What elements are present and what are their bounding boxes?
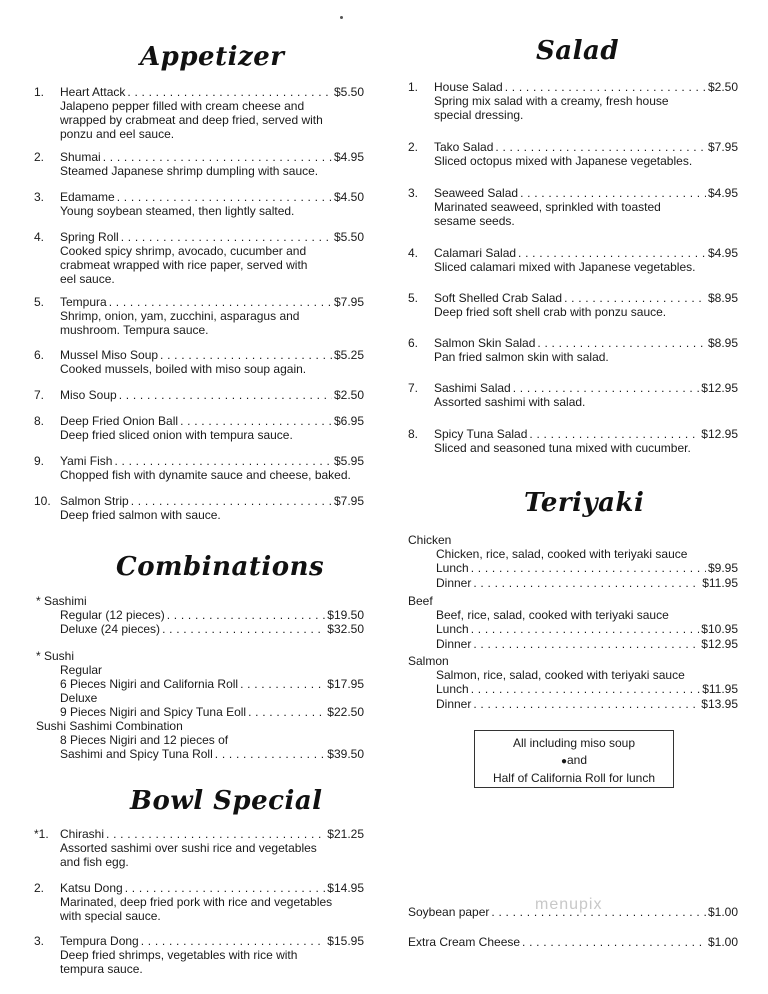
item-line [34, 85, 364, 99]
lunch-label: Lunch [436, 682, 469, 696]
item-price: $12.95 [701, 427, 738, 441]
item-line [34, 881, 364, 895]
includes-note [474, 730, 674, 788]
stray-mark [340, 16, 343, 19]
item-name: Spicy Tuna Salad [434, 427, 528, 441]
dot-leader [117, 190, 332, 204]
item-name: House Salad [434, 80, 503, 94]
dot-leader [537, 336, 706, 350]
dot-leader [518, 246, 706, 260]
item-price: $12.95 [701, 637, 738, 651]
item-line [34, 934, 364, 948]
menu-item-appetizer [34, 494, 364, 522]
item-description: sesame seeds. [434, 214, 515, 228]
item-price: $5.50 [333, 85, 364, 99]
menu-item-salad [408, 140, 738, 168]
teriyaki-dinner-row [408, 576, 738, 590]
menu-item-appetizer [34, 190, 364, 218]
item-price: $4.95 [707, 186, 738, 200]
dot-leader [471, 682, 700, 696]
item-number: 6. [408, 336, 419, 350]
menu-item-appetizer [34, 414, 364, 442]
item-description: mushroom. Tempura sauce. [60, 323, 209, 337]
bowl-special-heading: Bowl Special [130, 786, 323, 816]
dot-leader [529, 427, 699, 441]
item-price: $14.95 [327, 881, 364, 895]
sashimi-label: * Sashimi [36, 594, 87, 608]
item-description: and fish egg. [60, 855, 129, 869]
item-description: special dressing. [434, 108, 524, 122]
item-line [34, 348, 364, 362]
combo-line1: 8 Pieces Nigiri and 12 pieces of [60, 733, 229, 747]
combo-label: Sushi Sashimi Combination [36, 719, 183, 733]
menu-item-sushi-sashimi-combo: Sashimi and Spicy Tuna Roll . . . $39.50 [34, 747, 364, 761]
item-name: Seaweed Salad [434, 186, 519, 200]
item-number: 10. [34, 494, 51, 508]
dot-leader [513, 381, 700, 395]
teriyaki-lunch-row [408, 561, 738, 575]
item-number: 6. [34, 348, 45, 362]
menu-item-appetizer [34, 85, 364, 141]
item-price: $12.95 [701, 381, 738, 395]
dot-leader [505, 80, 706, 94]
item-line [34, 388, 364, 402]
item-number: 8. [34, 414, 45, 428]
menu-item-salad [408, 336, 738, 364]
item-description: Deep fried sliced onion with tempura sauce. [60, 428, 293, 442]
item-line [34, 494, 364, 508]
item-number: 8. [408, 427, 419, 441]
item-price: $4.95 [333, 150, 364, 164]
dot-leader [160, 348, 332, 362]
teriyaki-lunch-row [408, 682, 738, 696]
item-number: 3. [34, 934, 45, 948]
item-price: $9.95 [707, 561, 738, 575]
menu-item-sashimi-deluxe: Deluxe (24 pieces) . . . $32.50 [34, 622, 364, 636]
item-number: 2. [34, 881, 45, 895]
item-description: Cooked spicy shrimp, avocado, cucumber and [60, 244, 307, 258]
menu-item-sushi-deluxe: 9 Pieces Nigiri and Spicy Tuna Eoll . . . $22.50 [34, 705, 364, 719]
item-price: $1.00 [707, 905, 738, 919]
item-price: $5.50 [333, 230, 364, 244]
menu-item-salad [408, 427, 738, 455]
sushi-deluxe-label: Deluxe [60, 691, 98, 705]
menu-item-salad [408, 246, 738, 274]
menu-item-extra [408, 935, 738, 949]
item-name: Heart Attack [60, 85, 126, 99]
item-description: Assorted sashimi over sushi rice and vegetables [60, 841, 317, 855]
item-price: $13.95 [701, 697, 738, 711]
item-price: $11.95 [702, 682, 738, 696]
teriyaki-dinner-row [408, 697, 738, 711]
item-description: Sliced calamari mixed with Japanese vegetables. [434, 260, 696, 274]
teriyaki-description: Salmon, rice, salad, cooked with teriyaki sauce [436, 668, 685, 682]
item-description: Deep fried soft shell crab with ponzu sauce. [434, 305, 667, 319]
dinner-label: Dinner [436, 637, 472, 651]
menu-item-bowl [34, 881, 364, 923]
dot-leader [119, 388, 332, 402]
item-line [408, 622, 738, 636]
item-price: $21.25 [327, 827, 364, 841]
item-number: 3. [408, 186, 419, 200]
item-description: Marinated, deep fried pork with rice and vegetables [60, 895, 333, 909]
menu-item-appetizer [34, 150, 364, 178]
item-name: Extra Cream Cheese [408, 935, 521, 949]
menu-item-sashimi-regular: Regular (12 pieces) . . . $19.50 [34, 608, 364, 622]
item-line [34, 827, 364, 841]
sushi-label: * Sushi [36, 649, 75, 663]
item-name: Mussel Miso Soup [60, 348, 159, 362]
item-number: 4. [34, 230, 45, 244]
item-description: with special sauce. [60, 909, 161, 923]
menu-item-appetizer [34, 454, 364, 482]
item-line [408, 637, 738, 651]
dot-leader [125, 881, 326, 895]
lunch-label: Lunch [436, 561, 469, 575]
item-description: Assorted sashimi with salad. [434, 395, 586, 409]
teriyaki-lunch-row [408, 622, 738, 636]
item-price: $5.25 [333, 348, 364, 362]
appetizer-heading: Appetizer [140, 42, 285, 72]
item-description: crabmeat wrapped with rice paper, served with [60, 258, 308, 272]
dot-leader [141, 934, 326, 948]
combinations-heading: Combinations [116, 552, 325, 582]
item-price: $1.00 [707, 935, 738, 949]
item-line [408, 246, 738, 260]
item-description: ponzu and eel sauce. [60, 127, 175, 141]
item-price: $2.50 [707, 80, 738, 94]
item-price: $8.95 [707, 336, 738, 350]
item-price: $6.95 [333, 414, 364, 428]
item-description: Pan fried salmon skin with salad. [434, 350, 609, 364]
item-line [408, 381, 738, 395]
menu-item-bowl [34, 827, 364, 869]
item-description: Chopped fish with dynamite sauce and cheese, baked. [60, 468, 351, 482]
item-description: Marinated seaweed, sprinkled with toasted [434, 200, 661, 214]
item-number: 5. [34, 295, 45, 309]
note-line1: All including miso soup [512, 736, 636, 750]
item-number: 4. [408, 246, 419, 260]
teriyaki-label: Chicken [408, 533, 452, 547]
dot-leader [520, 186, 706, 200]
menu-item-salad [408, 80, 738, 122]
teriyaki-heading: Teriyaki [524, 488, 645, 518]
item-description: Deep fried shrimps, vegetables with rice with [60, 948, 298, 962]
item-price: $10.95 [701, 622, 738, 636]
dot-leader [473, 576, 700, 590]
item-name: Katsu Dong [60, 881, 123, 895]
item-description: Spring mix salad with a creamy, fresh house [434, 94, 669, 108]
item-line [34, 150, 364, 164]
teriyaki-label: Beef [408, 594, 433, 608]
item-name: Spring Roll [60, 230, 119, 244]
dot-leader [114, 454, 332, 468]
item-name: Salmon Skin Salad [434, 336, 536, 350]
item-name: Deep Fried Onion Ball [60, 414, 179, 428]
item-description: Cooked mussels, boiled with miso soup again. [60, 362, 307, 376]
item-line [34, 295, 364, 309]
item-line [408, 291, 738, 305]
item-name: Chirashi [60, 827, 105, 841]
item-price: $4.95 [707, 246, 738, 260]
teriyaki-description: Chicken, rice, salad, cooked with teriyaki sauce [436, 547, 688, 561]
teriyaki-label: Salmon [408, 654, 449, 668]
item-name: Calamari Salad [434, 246, 517, 260]
item-description: Shrimp, onion, yam, zucchini, asparagus and [60, 309, 300, 323]
dot-leader [106, 827, 325, 841]
dot-leader [522, 935, 706, 949]
item-price: $8.95 [707, 291, 738, 305]
item-name: Tempura Dong [60, 934, 139, 948]
dot-leader [471, 622, 700, 636]
item-line [408, 935, 738, 949]
item-number: 1. [408, 80, 419, 94]
sushi-regular-label: Regular [60, 663, 103, 677]
menu-item-appetizer [34, 295, 364, 337]
item-name: Salmon Strip [60, 494, 129, 508]
menu-item-salad [408, 381, 738, 409]
item-description: Sliced octopus mixed with Japanese vegetables. [434, 154, 693, 168]
item-name: Soybean paper [408, 905, 490, 919]
item-line [408, 140, 738, 154]
item-price: $7.95 [333, 494, 364, 508]
item-name: Miso Soup [60, 388, 117, 402]
item-name: Soft Shelled Crab Salad [434, 291, 563, 305]
item-description: Steamed Japanese shrimp dumpling with sauce. [60, 164, 319, 178]
item-name: Tako Salad [434, 140, 494, 154]
item-price: $15.95 [327, 934, 364, 948]
item-name: Shumai [60, 150, 101, 164]
dot-leader [109, 295, 332, 309]
item-price: $11.95 [702, 576, 738, 590]
dinner-label: Dinner [436, 576, 472, 590]
menu-item-salad [408, 291, 738, 319]
item-price: $2.50 [333, 388, 364, 402]
item-number: 3. [34, 190, 45, 204]
item-description: Deep fried salmon with sauce. [60, 508, 221, 522]
item-number: 7. [34, 388, 45, 402]
menu-item-sushi-regular: 6 Pieces Nigiri and California Roll . . . $17.95 [34, 677, 364, 691]
dot-leader [471, 561, 706, 575]
item-number: 2. [34, 150, 45, 164]
teriyaki-description: Beef, rice, salad, cooked with teriyaki sauce [436, 608, 669, 622]
menu-item-bowl [34, 934, 364, 976]
item-number: 2. [408, 140, 419, 154]
item-line [34, 230, 364, 244]
item-name: Edamame [60, 190, 115, 204]
dot-leader [103, 150, 332, 164]
teriyaki-dinner-row [408, 637, 738, 651]
item-line [408, 682, 738, 696]
item-number: 9. [34, 454, 45, 468]
dot-leader [473, 697, 699, 711]
item-line [408, 427, 738, 441]
item-price: $7.95 [333, 295, 364, 309]
item-price: $7.95 [707, 140, 738, 154]
menu-item-appetizer [34, 388, 364, 402]
menu-item-salad [408, 186, 738, 228]
item-description: tempura sauce. [60, 962, 143, 976]
dot-leader [564, 291, 706, 305]
item-name: Tempura [60, 295, 107, 309]
item-description: Young soybean steamed, then lightly salted. [60, 204, 295, 218]
dinner-label: Dinner [436, 697, 472, 711]
item-description: eel sauce. [60, 272, 115, 286]
item-line [34, 454, 364, 468]
watermark: menupix [535, 896, 603, 913]
menu-item-appetizer [34, 230, 364, 286]
dot-leader [495, 140, 706, 154]
dot-leader [131, 494, 332, 508]
item-number: 1. [34, 85, 45, 99]
lunch-label: Lunch [436, 622, 469, 636]
dot-leader [127, 85, 332, 99]
item-line [408, 336, 738, 350]
item-line [408, 697, 738, 711]
item-line [408, 80, 738, 94]
item-description: wrapped by crabmeat and deep fried, served with [60, 113, 323, 127]
dot-leader [180, 414, 332, 428]
item-description: Jalapeno pepper filled with cream cheese and [60, 99, 305, 113]
note-line2: ●and [560, 753, 588, 767]
item-number: 5. [408, 291, 419, 305]
item-description: Sliced and seasoned tuna mixed with cucumber. [434, 441, 691, 455]
item-price: $5.95 [333, 454, 364, 468]
item-line [34, 414, 364, 428]
salad-heading: Salad [536, 36, 620, 66]
item-line [34, 190, 364, 204]
item-name: Sashimi Salad [434, 381, 511, 395]
dot-leader [473, 637, 699, 651]
note-line3: Half of California Roll for lunch [492, 771, 656, 785]
item-price: $4.50 [333, 190, 364, 204]
dot-leader [121, 230, 332, 244]
item-number: *1. [34, 827, 49, 841]
menu-item-appetizer [34, 348, 364, 376]
item-line [408, 186, 738, 200]
item-line [408, 576, 738, 590]
item-line [408, 561, 738, 575]
item-number: 7. [408, 381, 419, 395]
item-name: Yami Fish [60, 454, 113, 468]
